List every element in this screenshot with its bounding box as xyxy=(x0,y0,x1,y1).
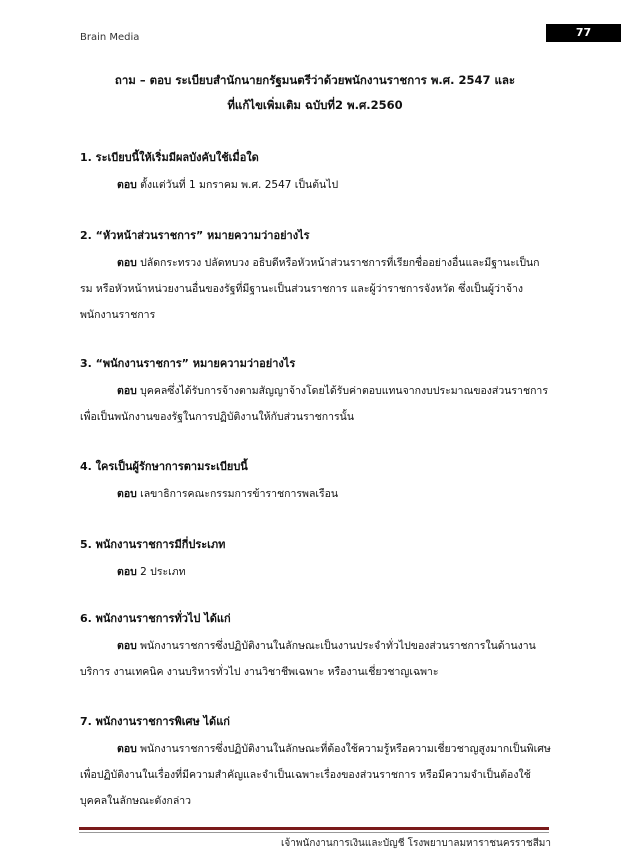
qa-item-7 xyxy=(80,714,552,814)
answer-label: ตอบ xyxy=(117,640,137,652)
answer-1 xyxy=(80,172,552,198)
question-3: 3. “พนักงานราชการ” หมายความว่าอย่างไร xyxy=(80,357,296,370)
question-6: 6. พนักงานราชการทั่วไป ได้แก่ xyxy=(80,612,231,625)
answer-label: ตอบ xyxy=(117,743,137,755)
answer-text: 2 ประเภท xyxy=(140,566,186,578)
qa-item-6 xyxy=(80,611,552,685)
question-5: 5. พนักงานราชการมีกี่ประเภท xyxy=(80,538,226,551)
question-4: 4. ใครเป็นผู้รักษาการตามระเบียบนี้ xyxy=(80,460,248,473)
answer-6 xyxy=(80,633,552,685)
question-7: 7. พนักงานราชการพิเศษ ได้แก่ xyxy=(80,715,230,728)
answer-2 xyxy=(80,250,552,328)
answer-7 xyxy=(80,736,552,814)
answer-label: ตอบ xyxy=(117,385,137,397)
answer-label: ตอบ xyxy=(117,488,137,500)
answer-text: บุคคลซึ่งได้รับการจ้างตามสัญญาจ้างโดยได้รับค่าตอบแทนจากงบประมาณของส่วนราชการ เพื่อเป็นพนักงานของรัฐในการปฏิบัติงานให้กับส่วนราชการนั้น xyxy=(80,385,548,423)
footer-divider-thin xyxy=(79,832,549,833)
answer-4 xyxy=(80,481,552,507)
answer-label: ตอบ xyxy=(117,566,137,578)
qa-item-3 xyxy=(80,356,552,430)
document-title-line-2: ที่แก้ไขเพิ่มเติม ฉบับที่2 พ.ศ.2560 xyxy=(227,98,403,112)
qa-item-4 xyxy=(80,459,552,507)
document-title-line-1: ถาม – ตอบ ระเบียบสำนักนายกรัฐมนตรีว่าด้วยพนักงานราชการ พ.ศ. 2547 และ xyxy=(114,73,516,87)
answer-label: ตอบ xyxy=(117,257,137,269)
qa-item-5 xyxy=(80,537,552,585)
page-number: 77 xyxy=(546,24,621,42)
answer-text: ปลัดกระทรวง ปลัดทบวง อธิบดีหรือหัวหน้าส่วนราชการที่เรียกชื่ออย่างอื่นและมีฐานะเป็นกรม หรือหัวหน้าหน่วยงานอื่นของรัฐที่มีฐานะเป็นส่วนราชการ และผู้ว่าราชการจังหวัด ซึ่งเป็นผู้ว่าจ้างพนักงานราชการ xyxy=(80,257,540,321)
qa-item-1 xyxy=(80,150,552,198)
brand-name: Brain Media xyxy=(80,32,140,43)
answer-text: ตั้งแต่วันที่ 1 มกราคม พ.ศ. 2547 เป็นต้นไป xyxy=(140,179,339,191)
answer-3 xyxy=(80,378,552,430)
answer-text: พนักงานราชการซึ่งปฏิบัติงานในลักษณะที่ต้องใช้ความรู้หรือความเชี่ยวชาญสูงมากเป็นพิเศษ เพื่อปฏิบัติงานในเรื่องที่มีความสำคัญและจำเป็นเฉพาะเรื่องของส่วนราชการ หรือมีความจำเป็นต้องใช้บุคคลในลักษณะดังกล่าว xyxy=(80,743,551,807)
answer-label: ตอบ xyxy=(117,179,137,191)
answer-5 xyxy=(80,559,552,585)
answer-text: เลขาธิการคณะกรรมการข้าราชการพลเรือน xyxy=(140,488,339,500)
footer-text: เจ้าพนักงานการเงินและบัญชี โรงพยาบาลมหาราชนครราชสีมา xyxy=(281,838,551,849)
question-1: 1. ระเบียบนี้ให้เริ่มมีผลบังคับใช้เมื่อใด xyxy=(80,151,259,164)
question-2: 2. “หัวหน้าส่วนราชการ” หมายความว่าอย่างไร xyxy=(80,229,310,242)
qa-item-2 xyxy=(80,228,552,328)
answer-text: พนักงานราชการซึ่งปฏิบัติงานในลักษณะเป็นงานประจำทั่วไปของส่วนราชการในด้านงานบริการ งานเทคนิค งานบริหารทั่วไป งานวิชาชีพเฉพาะ หรืองานเชี่ยวชาญเฉพาะ xyxy=(80,640,536,678)
footer-divider-thick xyxy=(79,827,549,830)
